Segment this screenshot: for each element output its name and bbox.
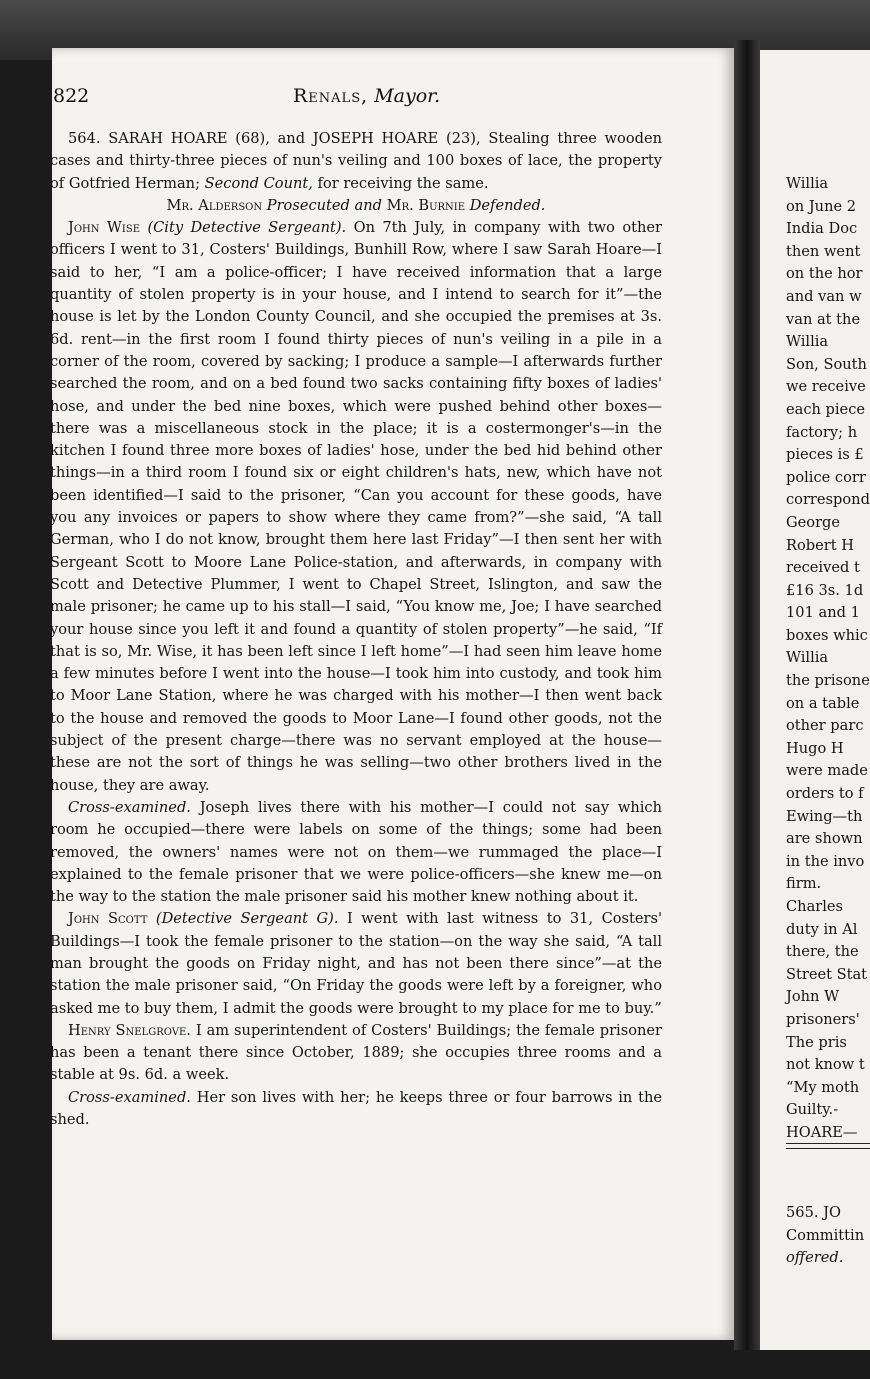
testimony-text: On 7th July, in company with two other officers I went to 31, Costers' Buildings, Bunhill Row, where I saw Sarah Hoare—I said to her, “I am a police-officer; I have received information that a large quantity of stolen property is in your house, and I intend to search for it”—the house is let by the London County Council, and she occupied the premises at 3s. 6d. rent—in the first room I found thirty pieces of nun's veiling in a pile in a corner of the room, covered by sacking; I produce a sample—I afterwards further searched the room, and on a bed found two sacks containing fifty boxes of ladies' hose, and under the bed nine boxes, which were pushed behind other boxes—there was a miscellaneous stock in the place; it is a costermonger's—in the kitchen I found three more boxes of ladies' hose, under the bed hid behind other things—in a third room I found six or eight children's hats, new, which have not been identified—I said to the prisoner, “Can you account for these goods, have you any invoices or papers to show where they came from?”—she said, “A tall German, who I do not know, brought them here last Friday”—I then sent her with Sergeant Scott to Moore Lane Police-station, and afterwards, in company with Scott and Detective Plummer, I went to Chapel Street, Islington, and saw the male prisoner; he came up to his stall—I said, “You know me, Joe; I have searched your house since you left it and found a quantity of stolen property”—he said, “If that is so, Mr. Wise, it has been left since I left home”—I had seen him leave home a few minutes before I went into the house—I took him into custody, and took him to Moor Lane Station, where he was charged with his mother—I then went back to the house and removed the goods to Moor Lane—I found other goods, not the subject of the present charge—there was no servant employed at the house—these are not the sort of things he was selling—two other brothers lived in the house, they are away. [50, 219, 662, 794]
running-head [293, 85, 440, 107]
defended-label: Defended. [469, 196, 546, 214]
right-page-line: pieces is £ [786, 446, 864, 464]
right-page-line: The pris [786, 1033, 847, 1051]
counsel-line [50, 195, 662, 217]
testimony-paragraph [50, 1087, 662, 1132]
testimony-text: Her son lives with her; he keeps three or four barrows in the shed. [50, 1088, 662, 1129]
testimony-paragraph [50, 217, 662, 797]
right-page-line: factory; h [786, 423, 858, 441]
cross-examined-label: Cross-examined. [68, 798, 191, 816]
testimony-text: Joseph lives there with his mother—I could not say which room he occupied—there were labels on some of the things; some had been removed, the owners' names were not on them—we rummaged the place—I explained to the female prisoner that we were police-officers—she knew me—on the way to the station the male prisoner said his mother knew nothing about it. [50, 798, 663, 906]
book-gutter [734, 40, 760, 1350]
right-page-line: Willia [786, 175, 829, 192]
right-page-line: George [786, 513, 841, 531]
case-number: 564. [68, 130, 101, 147]
right-page-line: prisoners' [786, 1010, 860, 1028]
testimony-paragraph [50, 797, 662, 908]
right-page-line: other parc [786, 717, 864, 735]
right-page-line: we receive [786, 378, 866, 396]
right-page-line: £16 3s. 1d [786, 581, 864, 599]
right-page-line: not know t [786, 1056, 865, 1074]
running-head-name: Renals, [293, 85, 369, 107]
next-case-line: offered. [786, 1249, 844, 1267]
right-page-line: 101 and 1 [786, 604, 860, 622]
body-text [50, 128, 662, 1131]
witness-role: (City Detective Sergeant). [147, 219, 347, 237]
right-page-line: Ewing—th [786, 807, 863, 825]
testimony-paragraph [50, 908, 662, 1019]
right-page-line: Street Stat [786, 965, 868, 983]
right-page-line: Robert H [786, 536, 854, 554]
witness-name: John Scott [68, 910, 148, 928]
prosecuted-label: Prosecuted and [266, 196, 382, 214]
right-page-line: HOARE— [786, 1123, 858, 1141]
testimony-text: I went with last witness to 31, Costers' Buildings—I took the female prisoner to the station—on the way she said, “A tall man brought the goods on Friday night, and has not been there since”—at the station the male prisoner said, “On Friday the goods were left by a foreigner, who asked me to buy them, I admit the goods were brought to my place for me to buy.” [50, 910, 663, 1017]
right-page-line: on June 2 [786, 197, 857, 215]
case-heading [50, 128, 662, 195]
right-page-line: India Doc [786, 220, 858, 238]
right-page-line: are shown [786, 830, 863, 848]
right-page-line: Charles [786, 898, 844, 915]
right-page-line: in the invo [786, 852, 865, 870]
witness-name: Henry Snelgrove. [68, 1021, 191, 1039]
right-page-line: received t [786, 559, 860, 577]
right-page-line: “My moth [786, 1078, 860, 1096]
right-page-line: John W [786, 988, 840, 1006]
right-page-line: on a table [786, 694, 860, 712]
prosecution-counsel: Mr. Alderson [166, 196, 263, 214]
next-case-line: 565. JO [786, 1204, 841, 1221]
right-page-line: boxes whic [786, 626, 868, 644]
right-page-line: Guilty.- [786, 1101, 839, 1119]
right-page-line: orders to f [786, 785, 864, 803]
right-page-line: duty in Al [786, 920, 858, 938]
cross-examined-label: Cross-examined. [68, 1088, 191, 1106]
page-number: 822 [53, 85, 90, 107]
right-page-line: firm. [786, 875, 822, 893]
running-head-title: Mayor. [374, 85, 441, 107]
right-page-line: police corr [786, 468, 866, 486]
witness-role: (Detective Sergeant G). [155, 910, 339, 928]
right-page-line: van at the [786, 310, 861, 328]
right-page-line: were made [786, 762, 868, 780]
right-page-line: on the hor [786, 265, 863, 283]
right-page-line: correspond [786, 491, 870, 509]
second-count: Second Count, [204, 174, 313, 192]
right-page-line: Willia [786, 333, 829, 351]
right-page-line: the prisone [786, 672, 870, 690]
next-case-line: Committin [786, 1226, 865, 1244]
next-case-fragment [786, 1202, 870, 1270]
right-page-line: Son, South [786, 355, 867, 373]
testimony-text: I am superintendent of Costers' Buildings; the female prisoner has been a tenant there since October, 1889; she occupies three rooms and a stable at 9s. 6d. a week. [50, 1021, 662, 1084]
right-page [760, 50, 870, 1350]
right-page-line: Hugo H [786, 739, 844, 757]
right-page-line: and van w [786, 287, 862, 305]
right-page-line: then went [786, 242, 861, 260]
case-charge: SARAH HOARE (68), and JOSEPH HOARE (23), Stealing three wooden cases and thirty-three pieces of nun's veiling and 100 boxes of lace, the property of Gotfried Herman; [50, 130, 662, 192]
right-page-line: there, the [786, 943, 859, 961]
witness-name: John Wise [68, 219, 141, 237]
right-page-line: each piece [786, 400, 866, 418]
divider-rule [786, 1148, 870, 1149]
page-header [53, 85, 653, 115]
right-page-lines [786, 173, 870, 1145]
testimony-paragraph [50, 1020, 662, 1087]
divider-rule [786, 1143, 870, 1144]
case-charge-end: for receiving the same. [317, 174, 489, 192]
defence-counsel: Mr. Burnie [386, 196, 466, 214]
right-page-line: Willia [786, 649, 829, 667]
